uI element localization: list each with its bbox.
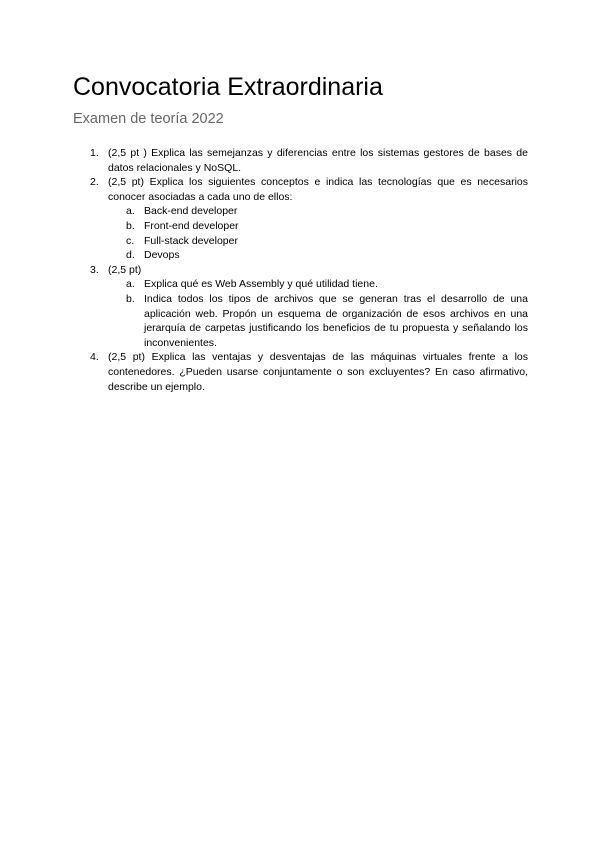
page-title: Convocatoria Extraordinaria [73,73,383,101]
subquestion-letter: c. [126,234,135,247]
question-1 [86,146,528,175]
subquestion-text: Front-end developer [144,219,239,232]
question-number: 4. [90,351,99,364]
subquestion-2b [108,219,528,234]
subquestion-letter: a. [126,205,135,218]
subquestion-letter: b. [126,292,135,305]
question-number: 1. [90,147,99,159]
subquestion-list [108,277,528,350]
subquestion-3a [108,277,528,292]
question-number: 2. [90,176,99,189]
question-text: (2,5 pt) Explica las ventajas y desventajas de las máquinas virtuales frente a los contenedores. ¿Pueden usarse conjuntamente o son excluyentes? En caso afirmativo, describe un ejemplo. [108,351,528,393]
question-4 [86,350,528,394]
question-2 [86,175,528,263]
subquestion-2c [108,234,528,249]
subquestion-letter: a. [126,278,135,291]
subquestion-2d [108,248,528,263]
subquestion-list [108,204,528,262]
subquestion-text: Devops [144,249,180,262]
page-subtitle: Examen de teoría 2022 [73,111,224,127]
subquestion-text: Full-stack developer [144,234,238,247]
subquestion-2a [108,204,528,219]
question-text: (2,5 pt) [108,263,142,276]
question-text: (2,5 pt) Explica los siguientes conceptos e indica las tecnologías que es necesarios conocer asociadas a cada uno de ellos: [108,176,528,203]
question-number: 3. [90,263,99,276]
question-3 [86,263,528,351]
question-text: (2,5 pt ) Explica las semejanzas y diferencias entre los sistemas gestores de bases de datos relacionales y NoSQL. [108,147,528,174]
subquestion-text: Explica qué es Web Assembly y qué utilidad tiene. [144,278,378,291]
subquestion-3b [108,292,528,350]
question-list [86,146,528,394]
subquestion-text: Indica todos los tipos de archivos que se generan tras el desarrollo de una aplicación web. Propón un esquema de organización de esos archivos en una jerarquía de carpetas justificando los beneficios de tu propuesta y señalando los inconvenientes. [144,292,528,349]
subquestion-letter: d. [126,249,135,262]
subquestion-text: Back-end developer [144,205,238,218]
subquestion-letter: b. [126,219,135,232]
